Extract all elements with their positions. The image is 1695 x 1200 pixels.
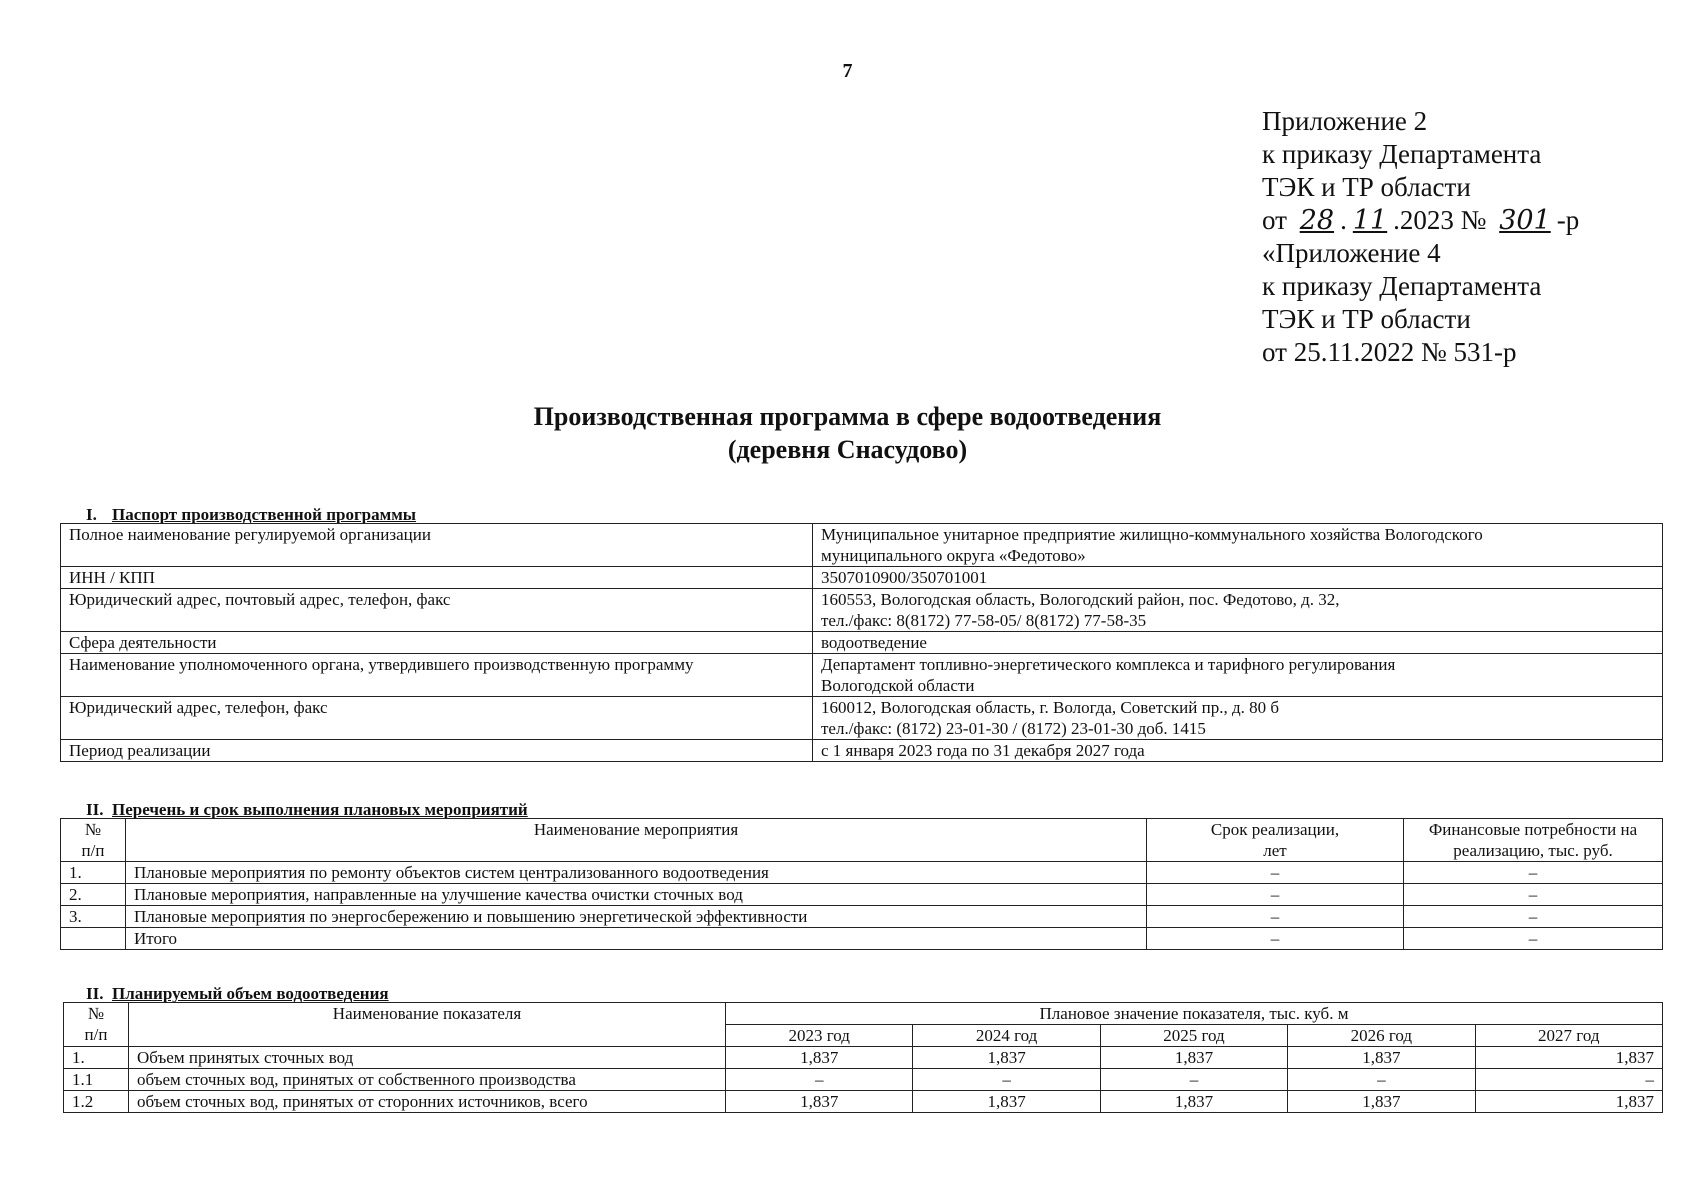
- row-value-line: тел./факс: (8172) 23-01-30 / (8172) 23-01-30 доб. 1415: [821, 719, 1206, 738]
- row-name: Плановые мероприятия по энергосбережению и повышению энергетической эффективности: [126, 906, 1147, 928]
- row-value: 1,837: [1288, 1047, 1475, 1069]
- col-header-group: Плановое значение показателя, тыс. куб. м: [726, 1003, 1663, 1025]
- row-value: –: [1475, 1069, 1662, 1091]
- row-value: с 1 января 2023 года по 31 декабря 2027 года: [813, 740, 1663, 762]
- row-finance: –: [1404, 862, 1663, 884]
- col-header-finance: [1404, 819, 1663, 862]
- row-value: 3507010900/350701001: [813, 567, 1663, 589]
- table-row: [61, 654, 1663, 697]
- handwritten-day: 28: [1299, 205, 1335, 236]
- volume-table: [63, 1002, 1663, 1113]
- col-header-number: [61, 819, 126, 862]
- table-header-row: [64, 1003, 1663, 1025]
- row-value: 1,837: [1100, 1047, 1287, 1069]
- table-row: [61, 567, 1663, 589]
- col-header-year: 2024 год: [913, 1025, 1100, 1047]
- row-value: 1,837: [1475, 1047, 1662, 1069]
- table-row: [61, 906, 1663, 928]
- handwritten-month: 11: [1352, 205, 1388, 236]
- appendix-line: ТЭК и ТР области: [1262, 304, 1471, 334]
- row-value: 1,837: [913, 1047, 1100, 1069]
- row-value: 1,837: [1100, 1091, 1287, 1113]
- row-value-line: Муниципальное унитарное предприятие жилищно-коммунального хозяйства Вологодского: [821, 525, 1483, 544]
- row-value: 1,837: [1475, 1091, 1662, 1113]
- row-value-line: Департамент топливно-энергетического комплекса и тарифного регулирования: [821, 655, 1396, 674]
- appendix-block: [1262, 105, 1579, 369]
- table-row: [61, 589, 1663, 632]
- appendix-line: ТЭК и ТР области: [1262, 172, 1471, 202]
- passport-table: [60, 523, 1663, 762]
- appendix-suffix: -р: [1556, 205, 1580, 235]
- table-row: [64, 1091, 1663, 1113]
- row-value: [813, 589, 1663, 632]
- row-value: 1,837: [913, 1091, 1100, 1113]
- row-key: Юридический адрес, телефон, факс: [61, 697, 813, 740]
- section-title: Паспорт производственной программы: [112, 505, 417, 524]
- row-value-line: Вологодской области: [821, 676, 975, 695]
- section-title: Перечень и срок выполнения плановых мероприятий: [112, 800, 528, 819]
- col-header-name: Наименование показателя: [129, 1003, 726, 1047]
- row-number: 2.: [61, 884, 126, 906]
- col-header-term: [1147, 819, 1404, 862]
- section-number: II.: [86, 800, 104, 819]
- col-header-number: [64, 1003, 129, 1047]
- row-value-line: 160012, Вологодская область, г. Вологда, Советский пр., д. 80 б: [821, 698, 1280, 717]
- row-value: водоотведение: [813, 632, 1663, 654]
- table-row: [61, 524, 1663, 567]
- row-value: –: [726, 1069, 913, 1091]
- col-header-name: Наименование мероприятия: [126, 819, 1147, 862]
- row-term: –: [1147, 906, 1404, 928]
- row-term: –: [1147, 884, 1404, 906]
- section-number: I.: [86, 505, 97, 524]
- row-value: –: [1100, 1069, 1287, 1091]
- section-2-heading: [60, 800, 528, 820]
- table-header-row: [61, 819, 1663, 862]
- row-name: Итого: [126, 928, 1147, 950]
- header-line: реализацию, тыс. руб.: [1453, 841, 1613, 860]
- row-number: 1.1: [64, 1069, 129, 1091]
- row-value: –: [1288, 1069, 1475, 1091]
- row-value: 1,837: [726, 1047, 913, 1069]
- row-name: объем сточных вод, принятых от сторонних источников, всего: [129, 1091, 726, 1113]
- document-title: [0, 400, 1695, 466]
- appendix-line: Приложение 2: [1262, 106, 1428, 136]
- row-key: ИНН / КПП: [61, 567, 813, 589]
- section-1-heading: [60, 505, 416, 525]
- row-finance: –: [1404, 928, 1663, 950]
- table-row: [61, 632, 1663, 654]
- appendix-year: .2023 №: [1393, 205, 1487, 235]
- row-value: 1,837: [1288, 1091, 1475, 1113]
- row-number: 1.2: [64, 1091, 129, 1113]
- row-value: [813, 524, 1663, 567]
- row-value: –: [913, 1069, 1100, 1091]
- row-value-line: муниципального округа «Федотово»: [821, 546, 1086, 565]
- col-header-year: 2026 год: [1288, 1025, 1475, 1047]
- row-finance: –: [1404, 884, 1663, 906]
- appendix-line: «Приложение 4: [1262, 238, 1441, 268]
- header-line: п/п: [84, 1025, 108, 1044]
- table-row: [61, 697, 1663, 740]
- row-term: –: [1147, 928, 1404, 950]
- row-number: 3.: [61, 906, 126, 928]
- row-key: Сфера деятельности: [61, 632, 813, 654]
- measures-table: [60, 818, 1663, 950]
- row-name: Плановые мероприятия по ремонту объектов систем централизованного водоотведения: [126, 862, 1147, 884]
- row-value-line: 160553, Вологодская область, Вологодский район, пос. Федотово, д. 32,: [821, 590, 1340, 609]
- table-row: [61, 862, 1663, 884]
- row-value: [813, 697, 1663, 740]
- row-number: [61, 928, 126, 950]
- row-number: 1.: [64, 1047, 129, 1069]
- row-value: 1,837: [726, 1091, 913, 1113]
- table-row: [61, 884, 1663, 906]
- header-line: п/п: [81, 841, 105, 860]
- appendix-date-line: от 28 . 11 .2023 № 301 -р: [1262, 205, 1580, 236]
- row-value-line: тел./факс: 8(8172) 77-58-05/ 8(8172) 77-58-35: [821, 611, 1147, 630]
- appendix-line: от 25.11.2022 № 531-р: [1262, 337, 1517, 367]
- row-key: Наименование уполномоченного органа, утвердившего производственную программу: [61, 654, 813, 697]
- row-value: [813, 654, 1663, 697]
- row-finance: –: [1404, 906, 1663, 928]
- col-header-year: 2023 год: [726, 1025, 913, 1047]
- title-line-1: Производственная программа в сфере водоотведения: [533, 402, 1162, 431]
- header-line: №: [87, 1004, 105, 1023]
- row-number: 1.: [61, 862, 126, 884]
- table-row: [64, 1069, 1663, 1091]
- appendix-date-prefix: от: [1262, 205, 1287, 235]
- page-number: 7: [842, 60, 853, 82]
- row-key: Полное наименование регулируемой организации: [61, 524, 813, 567]
- row-name: Плановые мероприятия, направленные на улучшение качества очистки сточных вод: [126, 884, 1147, 906]
- table-row: [64, 1047, 1663, 1069]
- table-row-total: [61, 928, 1663, 950]
- appendix-line: к приказу Департамента: [1262, 139, 1542, 169]
- title-line-2: (деревня Снасудово): [727, 435, 968, 464]
- header-line: №: [84, 820, 102, 839]
- row-name: Объем принятых сточных вод: [129, 1047, 726, 1069]
- handwritten-order-number: 301: [1499, 205, 1551, 236]
- row-key: Юридический адрес, почтовый адрес, телефон, факс: [61, 589, 813, 632]
- header-line: Финансовые потребности на: [1428, 820, 1638, 839]
- table-row: [61, 740, 1663, 762]
- section-3-heading: [60, 984, 389, 1004]
- row-name: объем сточных вод, принятых от собственного производства: [129, 1069, 726, 1091]
- row-key: Период реализации: [61, 740, 813, 762]
- appendix-line: к приказу Департамента: [1262, 271, 1542, 301]
- section-title: Планируемый объем водоотведения: [112, 984, 389, 1003]
- header-line: Срок реализации,: [1210, 820, 1340, 839]
- row-term: –: [1147, 862, 1404, 884]
- header-line: лет: [1263, 841, 1287, 860]
- col-header-year: 2025 год: [1100, 1025, 1287, 1047]
- section-number: II.: [86, 984, 104, 1003]
- col-header-year: 2027 год: [1475, 1025, 1662, 1047]
